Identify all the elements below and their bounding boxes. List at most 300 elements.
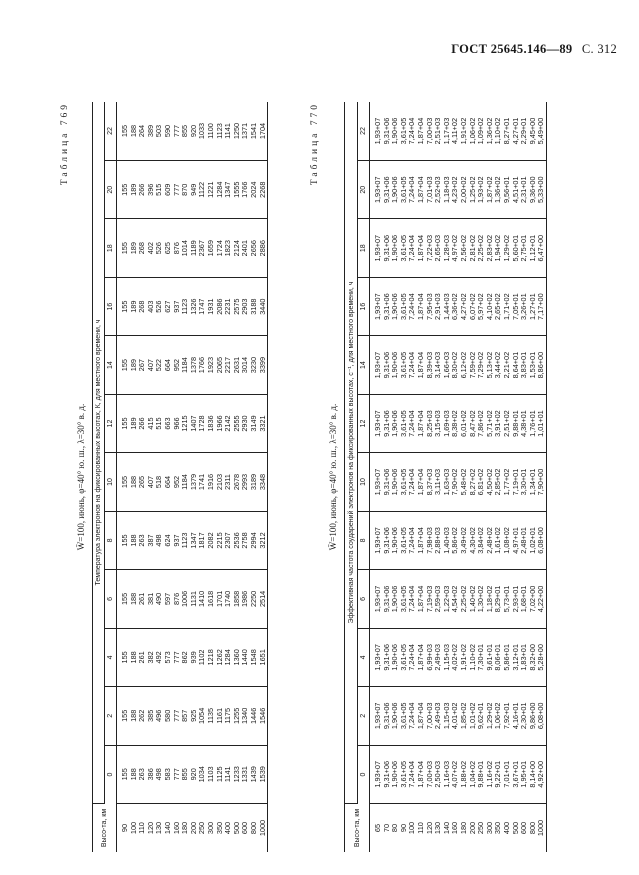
cell-value: 189 [128,300,138,313]
cell-value: 1,16+03 [441,760,451,788]
cell-value: 664 [162,359,172,372]
cell-value: 90 [398,823,408,833]
cell-value: 1,87+04 [415,760,425,788]
cell-value: 1,93+07 [373,760,382,788]
cell-value: 262 [137,709,147,722]
cell-value: 9,62+01 [476,702,486,730]
cell-value: 1728 [197,415,207,432]
cell-value: 7,19+03 [424,585,434,613]
cell-value: 3,61+05 [398,527,408,554]
cell-value: 1,90+06 [390,234,400,262]
cell-value: 6,07+02 [467,293,477,320]
cell-value: 1,87+04 [415,644,425,671]
cell-value: 4,10+02 [484,293,494,320]
cell-value: 5,13+02 [484,351,494,379]
cell-value: 1548 [248,649,258,666]
cell-value: 1284 [223,649,233,666]
cell-value: 3014 [240,356,250,374]
hour-header: 16 [358,277,370,335]
hour-column [370,570,547,628]
cell-value: 966 [171,417,181,430]
cell-value: 1,87+04 [415,410,425,437]
cell-value: 3,61+05 [398,760,408,788]
cell-value: 261 [137,592,147,606]
cell-value: 1,93+07 [373,644,382,671]
cell-value: 4,11+02 [450,117,460,145]
cell-value: 920 [188,124,198,138]
cell-value: 3,83+01 [519,351,529,379]
cell-value: 1340 [240,707,250,724]
cell-value: 188 [128,709,138,722]
hour-column [370,336,547,394]
cell-value: 3230 [248,356,258,374]
cell-value: 2,00+02 [458,176,468,204]
cell-value: 4,16+01 [510,702,520,730]
cell-value: 9,36+00 [527,176,537,204]
cell-value: 1,90+06 [390,527,400,554]
cell-value: 1,87+02 [484,176,494,204]
cell-value: 130 [154,821,164,835]
cell-value: 925 [188,709,198,722]
cell-value: 5,97+02 [476,293,486,320]
rotated-tables-area [62,102,612,852]
cell-value: 1618 [205,590,215,608]
cell-value: 1555 [231,181,241,198]
cell-value: 600 [240,821,250,835]
cell-value: 1141 [223,123,233,139]
cell-value: 6,01+02 [458,410,468,437]
cell-value: 1,34+01 [527,468,537,496]
cell-value: 1541 [248,122,258,140]
cell-value: 90 [120,823,129,833]
hour-column [370,745,547,803]
cell-value: 9,22+01 [493,760,503,788]
cell-value: 1250 [231,122,241,140]
cell-value: 2,88+03 [433,527,443,554]
cell-value: 503 [154,124,164,138]
cell-value: 1,15+03 [441,702,451,730]
hour-column [370,687,547,745]
cell-value: 1262 [214,649,224,666]
cell-value: 1,76+01 [527,410,537,437]
cell-value: 952 [171,359,181,372]
cell-value: 188 [128,592,138,606]
table-770 [344,102,547,852]
cell-value: 2,29+01 [519,117,529,145]
cell-value: 403 [145,300,155,313]
cell-value: 3,61+05 [398,702,408,730]
cell-value: 1440 [240,649,250,666]
cell-value: 3188 [248,298,258,315]
hour-header: 6 [105,570,117,628]
cell-value: 180 [180,821,190,835]
page-number: С. 312 [581,42,617,56]
cell-value: 1284 [214,181,224,198]
cell-value: 9,86+00 [527,702,537,730]
hour-header: 20 [105,161,117,219]
cell-value: 1,01+02 [467,702,477,730]
cell-value: 2,59+03 [433,585,443,613]
cell-value: 1,93+07 [373,176,382,204]
cell-value: 1184 [180,357,190,373]
cell-value: 1,90+06 [390,410,400,437]
cell-value: 3149 [248,415,258,432]
hours-header-row [105,102,117,852]
cell-value: 8,27+01 [501,117,511,145]
cell-value: 1331 [240,766,250,783]
cell-value: 3189 [248,473,258,491]
hour-column [117,511,268,569]
cell-value: 100 [128,821,138,835]
cell-value: 4,01+02 [450,702,460,730]
hour-column [117,394,268,452]
cell-value: 7,29+02 [476,351,486,379]
cell-value: 857 [180,709,190,722]
cell-value: 7,86+02 [476,410,486,437]
cell-value: 5,48+02 [458,468,468,496]
cell-value: 870 [180,183,190,196]
cell-value: 1,93+07 [373,702,382,730]
cell-value: 4,51+01 [510,176,520,204]
cell-value: 1546 [257,707,267,724]
cell-value: 1,16+02 [484,760,494,788]
cell-value: 4,50+02 [484,468,494,496]
cell-value: 160 [171,821,181,835]
cell-value: 382 [145,651,155,664]
cell-value: 7,24+04 [407,702,417,730]
cell-value: 500 [231,821,241,835]
cell-value: 7,17+00 [536,293,546,320]
cell-value: 4,27+02 [458,293,468,320]
cell-value: 1,93+07 [373,585,382,613]
cell-value: 9,88+01 [476,760,486,788]
cell-value: 1221 [205,181,215,198]
cell-value: 6,36+02 [450,293,460,320]
cell-value: 2,49+03 [433,702,443,730]
cell-value: 2,83+02 [484,234,494,262]
cell-value: 8,25+03 [424,410,434,437]
cell-value: 265 [137,475,147,489]
cell-value: 1651 [257,649,267,666]
cell-value: 188 [128,475,138,489]
cell-value: 1123 [214,123,224,139]
cell-value: 8,39+03 [424,351,434,379]
cell-value: 1,90+06 [390,760,400,788]
cell-value: 7,24+04 [407,760,417,788]
cell-value: 189 [128,183,138,196]
hour-header: 14 [105,336,117,394]
cell-value: 2,31+01 [519,176,529,204]
cell-value: 2,48+01 [519,527,529,554]
cell-value: 855 [180,768,190,781]
cell-value: 266 [137,417,147,430]
cell-value: 2575 [231,298,241,315]
table-label: Таблица 769 [60,102,70,186]
cell-value: 155 [120,709,129,722]
cell-value: 6,81+02 [476,468,486,496]
cell-value: 3,61+05 [398,117,408,145]
cell-value: 1,87+04 [415,468,425,496]
cell-value: 2536 [231,532,241,549]
cell-value: 1000 [536,819,546,837]
cell-value: 2678 [231,473,241,491]
cell-value: 1,90+06 [390,585,400,613]
cell-value: 2,25+02 [458,585,468,613]
cell-value: 1347 [188,532,198,549]
cell-value: 2,85+02 [493,468,503,496]
hour-column [370,277,547,335]
cell-value: 263 [137,768,147,781]
cell-value: 3212 [257,532,267,549]
cell-value: 1,90+06 [390,351,400,379]
cell-value: 7,24+04 [407,117,417,145]
hour-header: 4 [358,628,370,686]
cell-value: 3,91+02 [493,410,503,437]
table-body-row [370,102,547,852]
cell-value: 5,33+00 [536,176,546,204]
altitude-header: Высо-та, км [93,804,117,853]
cell-value: 2903 [240,298,250,315]
cell-value: 2250 [248,590,258,608]
cell-value: 140 [162,821,172,835]
cell-value: 188 [128,534,138,547]
cell-value: 155 [120,242,129,255]
cell-value: 1,91+02 [458,644,468,671]
cell-value: 8,27+02 [467,468,477,496]
standard-number: ГОСТ 25645.146—89 [451,42,573,56]
cell-value: 2367 [197,240,207,257]
cell-value: 1,28+03 [441,234,451,262]
cell-value: 9,31+06 [381,702,391,730]
cell-value: 1,36+02 [493,176,503,204]
cell-value: 110 [137,822,147,834]
cell-value: 1123 [180,532,190,549]
cell-value: 777 [171,124,181,138]
cell-value: 498 [154,534,164,547]
cell-value: 261 [137,651,147,664]
cell-value: 7,24+04 [407,351,417,379]
cell-value: 3,61+05 [398,293,408,320]
cell-value: 2307 [223,532,233,549]
hour-header: 10 [358,453,370,511]
cell-value: 1233 [231,766,241,783]
cell-value: 2930 [240,415,250,432]
cell-value: 180 [458,821,468,835]
hour-column [370,161,547,219]
cell-value: 5,86+02 [450,527,460,554]
cell-value: 1,69+03 [441,410,451,437]
cell-value: 1,77+02 [501,468,511,496]
cell-value: 160 [450,821,460,835]
cell-value: 268 [137,242,147,255]
cell-value: 2,21+02 [501,351,511,379]
cell-value: 3,12+01 [510,644,520,671]
cell-value: 1,85+02 [458,702,468,730]
cell-value: 267 [137,359,147,372]
cell-value: 120 [145,821,155,835]
cell-value: 500 [510,821,520,835]
cell-value: 1,08+02 [501,527,511,554]
cell-value: 2217 [223,356,233,374]
cell-value: 1,87+04 [415,176,425,204]
cell-value: 1539 [257,766,267,783]
cell-value: 1923 [205,356,215,374]
cell-value: 9,31+06 [381,585,391,613]
cell-value: 2,51+03 [433,117,443,145]
cell-value: 2142 [223,415,233,432]
cell-value: 2993 [240,473,250,491]
cell-value: 1,12+01 [527,234,537,262]
cell-value: 1,06+02 [493,702,503,730]
cell-value: 7,90+00 [536,468,546,496]
cell-value: 155 [120,475,129,489]
cell-value: 2065 [214,356,224,374]
cell-value: 1,93+07 [373,234,382,262]
cell-value: 1,93+07 [373,351,382,379]
cell-value: 777 [171,709,181,722]
cell-value: 9,31+06 [381,234,391,262]
cell-value: 1747 [197,298,207,315]
cell-value: 130 [433,821,443,835]
cell-value: 4,27+01 [510,117,520,145]
hour-header: 22 [105,102,117,161]
cell-value: 155 [120,183,129,196]
cell-value: 1360 [231,649,241,666]
cell-value: 8,37+03 [424,468,434,496]
cell-value: 490 [154,592,164,606]
cell-value: 526 [154,242,164,255]
cell-value: 664 [162,475,172,489]
cell-value: 2,49+03 [433,644,443,671]
cell-value: 8,14+00 [527,760,537,788]
cell-value: 1,30+02 [476,585,486,613]
cell-value: 7,24+04 [407,176,417,204]
cell-value: 407 [145,475,155,489]
cell-value: 1218 [205,649,215,666]
cell-value: 200 [188,821,198,835]
cell-value: 3,61+05 [398,644,408,671]
cell-value: 155 [120,534,129,547]
cell-value: 3,61+05 [398,468,408,496]
cell-value: 2,48+02 [484,527,494,554]
cell-value: 2,81+02 [467,234,477,262]
cell-value: 200 [467,821,477,835]
cell-value: 7,92+01 [501,702,511,730]
table-condition: W̄=100, июнь, φ=40° ю. ш., λ=30° в. д. [328,403,338,551]
cell-value: 800 [527,821,537,835]
cell-value: 2,30+01 [519,702,529,730]
hour-column [117,161,268,219]
cell-value: 1410 [197,590,207,608]
cell-value: 937 [171,300,181,313]
cell-value: 7,24+04 [407,527,417,554]
cell-value: 1033 [197,122,207,140]
cell-value: 1,90+06 [390,293,400,320]
cell-value: 9,31+06 [381,293,391,320]
cell-value: 1014 [180,240,190,257]
cell-value: 518 [154,475,164,489]
hour-column [370,453,547,511]
cell-value: 155 [120,417,129,430]
cell-value: 573 [162,651,172,664]
cell-value: 1,87+04 [415,585,425,613]
cell-value: 1701 [214,590,224,608]
hour-header: 14 [358,336,370,394]
cell-value: 1,44+03 [441,293,451,320]
cell-value: 2758 [240,532,250,549]
cell-value: 7,24+04 [407,410,417,437]
cell-value: 188 [128,124,138,138]
cell-value: 300 [484,821,494,835]
cell-value: 2024 [248,181,258,198]
cell-value: 2082 [205,532,215,549]
cell-value: 1006 [180,590,190,608]
hour-header: 22 [358,102,370,161]
cell-value: 1,63+03 [441,468,451,496]
hour-header: 0 [105,745,117,803]
cell-value: 1823 [223,240,233,257]
cell-value: 4,07+02 [450,760,460,788]
cell-value: 7,24+04 [407,468,417,496]
cell-value: 2,56+02 [458,234,468,262]
cell-value: 1766 [197,356,207,374]
cell-value: 777 [171,183,181,196]
cell-value: 1986 [240,590,250,608]
cell-value: 1125 [214,766,224,783]
cell-value: 8,47+02 [467,410,477,437]
cell-value: 1931 [205,298,215,315]
cell-value: 2,52+03 [433,176,443,204]
cell-value: 1,29+02 [501,234,511,262]
cell-value: 300 [205,821,215,835]
cell-value: 876 [171,592,181,606]
cell-value: 1,10+02 [493,117,503,145]
cell-value: 1,15+03 [441,644,451,671]
cell-value: 400 [501,821,511,835]
cell-value: 9,31+06 [381,351,391,379]
cell-value: 1,90+06 [390,117,400,145]
cell-value: 407 [145,359,155,372]
cell-value: 1,01+01 [536,410,546,437]
cell-value: 515 [154,417,164,430]
cell-value: 937 [171,534,181,547]
hour-column [370,511,547,569]
cell-value: 7,90+02 [450,468,460,496]
cell-value: 1,87+04 [415,117,425,145]
cell-value: 8,29+01 [493,585,503,613]
cell-value: 1,90+06 [390,176,400,204]
cell-value: 5,86+01 [501,644,511,671]
cell-value: 2994 [248,532,258,549]
cell-value: 1103 [205,766,215,783]
cell-value: 1,09+02 [476,117,486,145]
cell-value: 2,25+02 [476,234,486,262]
cell-value: 80 [390,823,400,833]
hour-column [370,219,547,277]
cell-value: 7,01+01 [501,760,511,788]
cell-value: 4,38+01 [519,410,529,437]
cell-value: 498 [154,768,164,781]
cell-value: 2401 [240,240,250,257]
cell-value: 580 [162,709,172,722]
cell-value: 6,47+00 [536,234,546,262]
cell-value: 3399 [257,356,267,374]
cell-value: 7,30+01 [476,644,486,671]
hour-header: 16 [105,277,117,335]
cell-value: 3,61+05 [398,410,408,437]
cell-value: 250 [197,821,207,835]
cell-value: 402 [145,242,155,255]
